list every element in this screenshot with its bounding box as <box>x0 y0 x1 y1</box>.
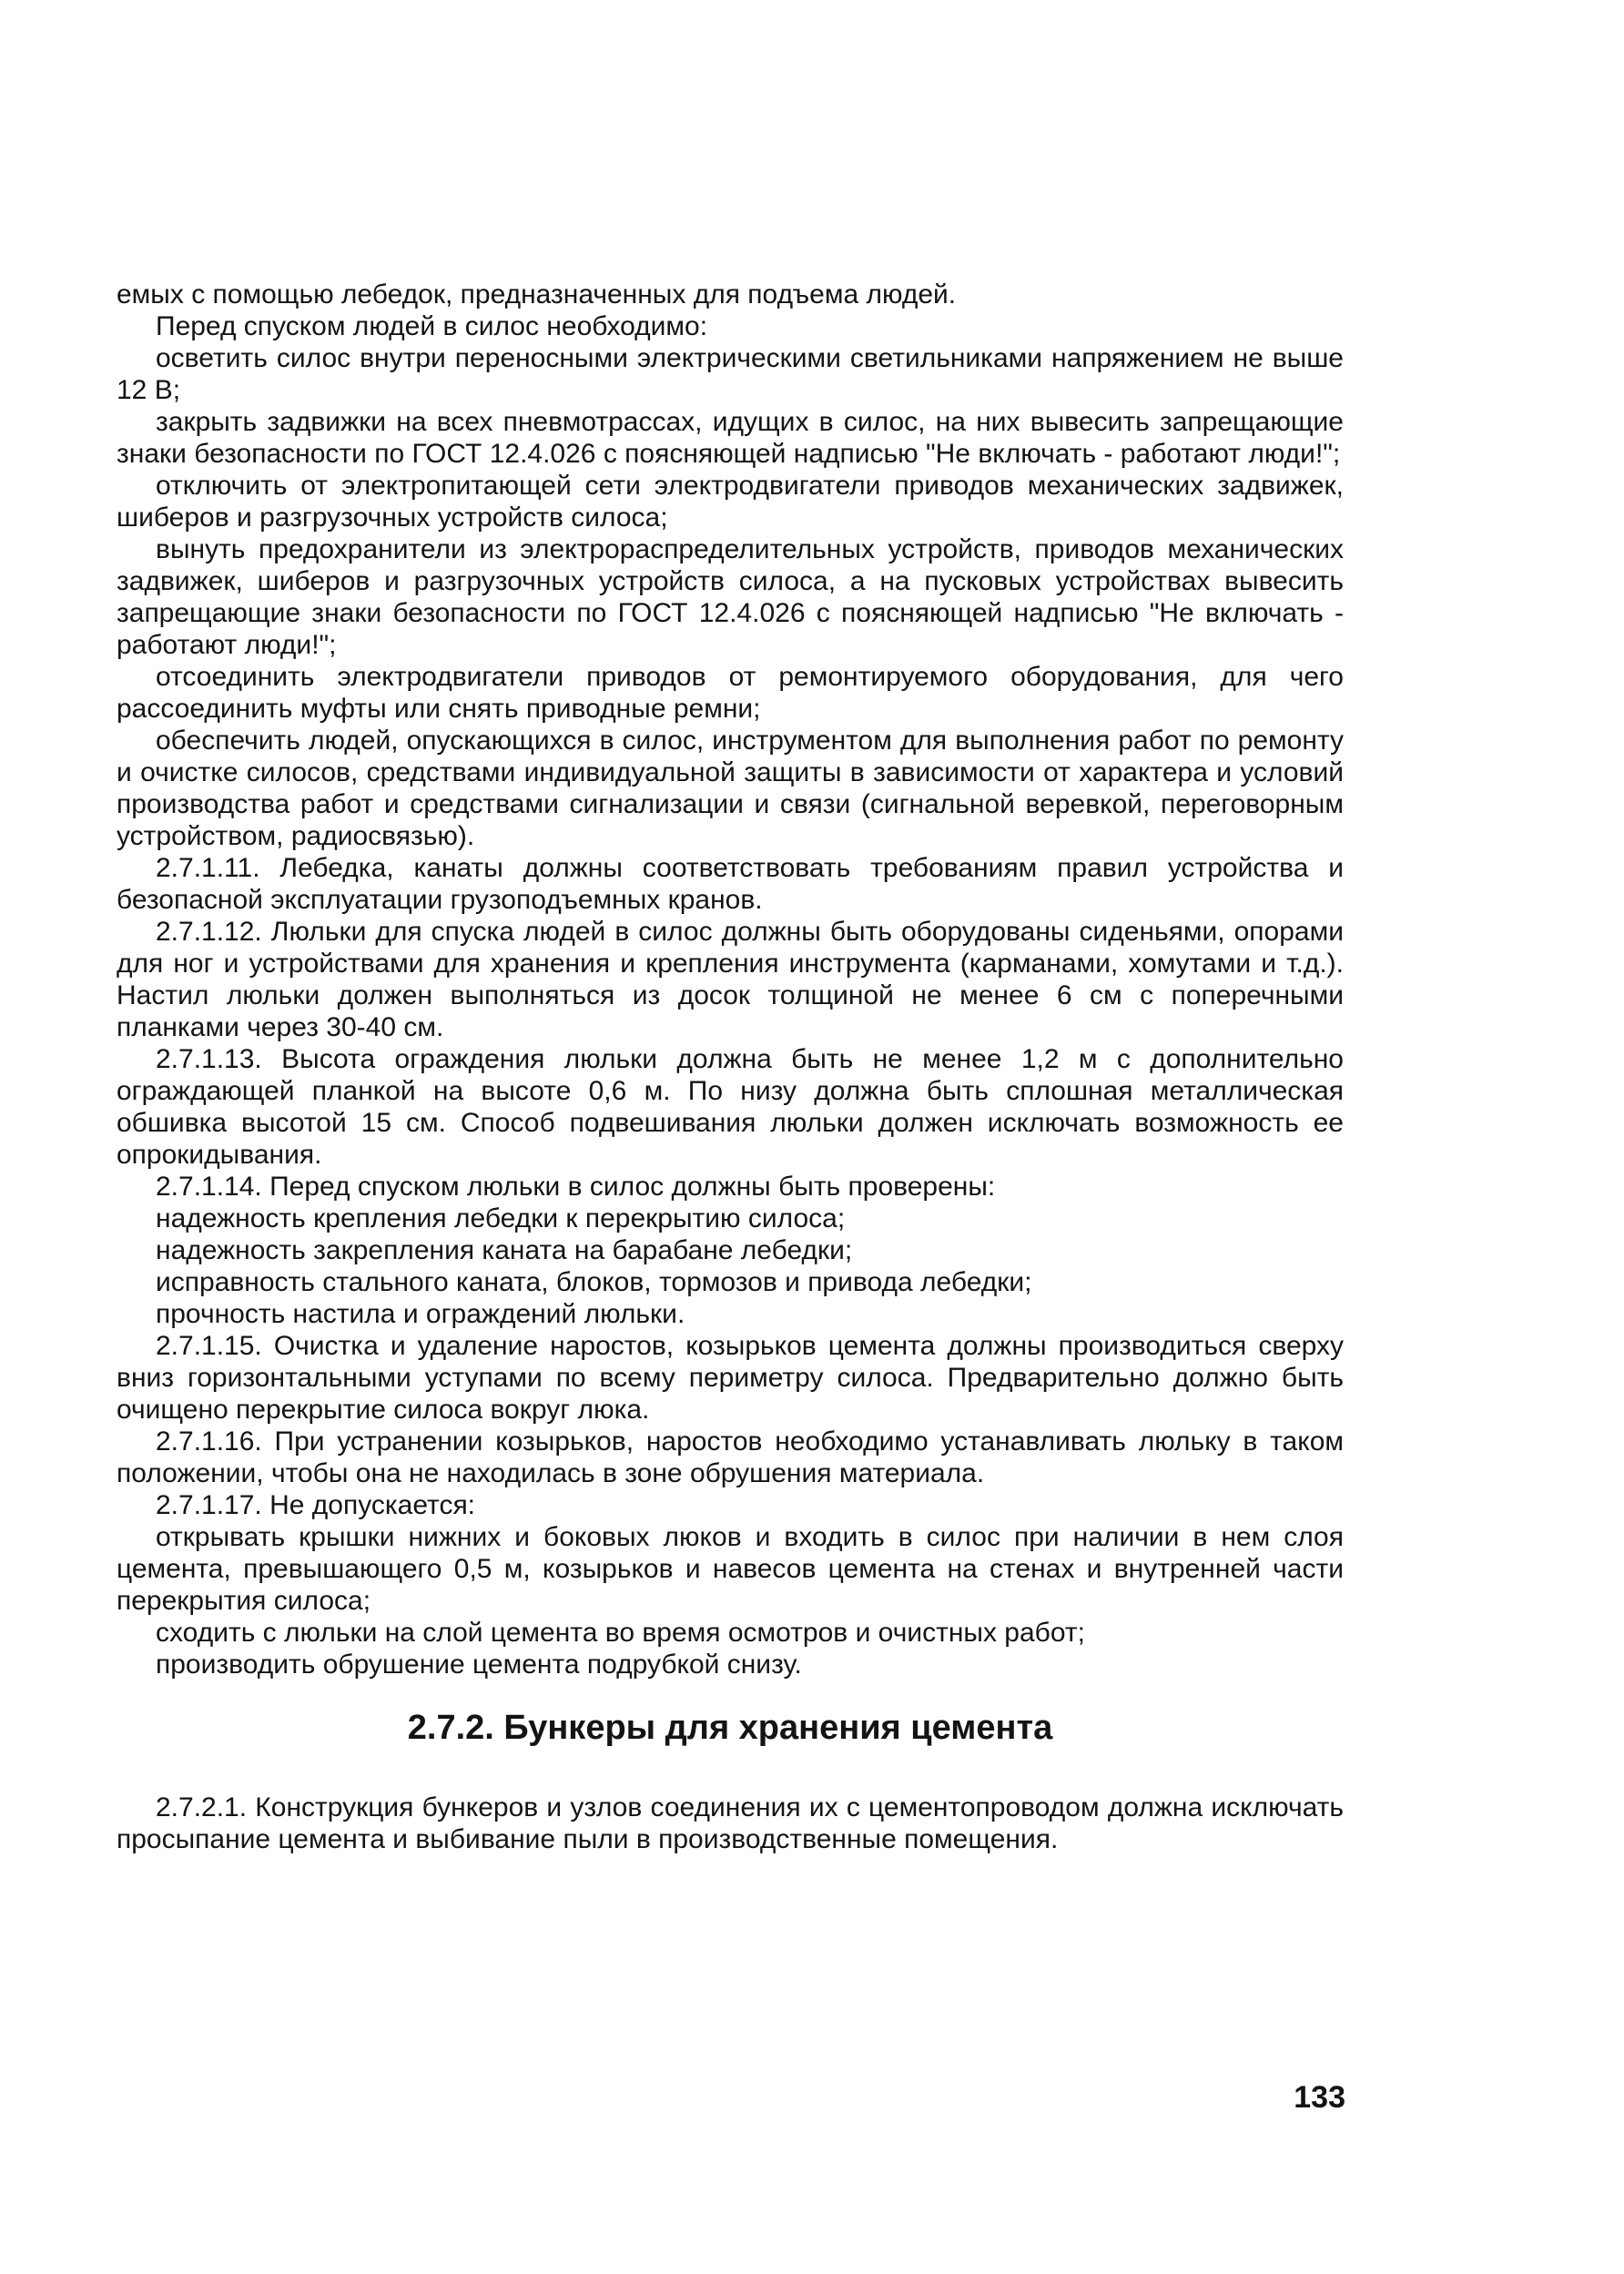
paragraph: 2.7.1.14. Перед спуском люльки в силос должны быть проверены: <box>156 1172 996 1202</box>
section-heading: 2.7.2. Бункеры для хранения цемента <box>407 1709 1053 1747</box>
paragraph: надежность закрепления каната на барабане лебедки; <box>156 1235 853 1265</box>
paragraph: 2.7.1.17. Не допускается: <box>156 1490 476 1520</box>
paragraph: 2.7.1.12. Люльки для спуска людей в силос должны быть оборудованы сиденьями, опорами для ног и устройствами для хранения и крепления инструмента (карманами, хомутами и т.д.). Настил люльки должен выполняться из досок толщиной не менее 6 см с поперечными планками через 30-40 см. <box>117 917 1344 1042</box>
paragraph: сходить с люльки на слой цемента во время осмотров и очистных работ; <box>156 1618 1085 1648</box>
paragraph: 2.7.1.11. Лебедка, канаты должны соответствовать требованиям правил устройства и безопасной эксплуатации грузоподъемных кранов. <box>117 853 1344 915</box>
paragraph: Перед спуском людей в силос необходимо: <box>156 311 708 341</box>
paragraph: прочность настила и ограждений люльки. <box>156 1299 685 1329</box>
paragraph: вынуть предохранители из электрораспределительных устройств, приводов механических задвижек, шиберов и разгрузочных устройств силоса, а на пусковых устройствах вывесить запрещающие знаки безопасности по ГОСТ 12.4.026 с поясняющей надписью "Не включать - работают люди!"; <box>117 534 1344 660</box>
paragraph: осветить силос внутри переносными электрическими светильниками напряжением не выше 12 В; <box>117 343 1344 405</box>
final-paragraph: 2.7.2.1. Конструкция бункеров и узлов соединения их с цементопроводом должна исключать просыпание цемента и выбивание пыли в производственные помещения. <box>117 1792 1344 1854</box>
paragraph: 2.7.1.13. Высота ограждения люльки должна быть не менее 1,2 м с дополнительно ограждающей планкой на высоте 0,6 м. По низу должна быть сплошная металлическая обшивка высотой 15 см. Способ подвешивания люльки должен исключать возможность ее опрокидывания. <box>117 1044 1344 1170</box>
paragraph: производить обрушение цемента подрубкой снизу. <box>156 1650 802 1680</box>
paragraph: отключить от электропитающей сети электродвигатели приводов механических задвижек, шиберов и разгрузочных устройств силоса; <box>117 471 1344 533</box>
paragraph: 2.7.1.15. Очистка и удаление наростов, козырьков цемента должны производиться сверху вниз горизонтальными уступами по всему периметру силоса. Предварительно должно быть очищено перекрытие силоса вокруг люка. <box>117 1331 1344 1425</box>
body-text <box>117 279 1344 1855</box>
paragraph: обеспечить людей, опускающихся в силос, инструментом для выполнения работ по ремонту и очистке силосов, средствами индивидуальной защиты в зависимости от характера и условий производства работ и средствами сигнализации и связи (сигнальной веревкой, переговорным устройством, радиосвязью). <box>117 726 1344 851</box>
paragraph: отсоединить электродвигатели приводов от ремонтируемого оборудования, для чего рассоединить муфты или снять приводные ремни; <box>117 662 1344 724</box>
paragraph: закрыть задвижки на всех пневмотрассах, идущих в силос, на них вывесить запрещающие знаки безопасности по ГОСТ 12.4.026 с поясняющей надписью "Не включать - работают люди!"; <box>117 407 1344 469</box>
paragraph: исправность стального каната, блоков, тормозов и привода лебедки; <box>156 1267 1032 1297</box>
paragraph: надежность крепления лебедки к перекрытию силоса; <box>156 1203 846 1233</box>
paragraph: 2.7.1.16. При устранении козырьков, наростов необходимо устанавливать люльку в таком положении, чтобы она не находилась в зоне обрушения материала. <box>117 1426 1344 1488</box>
paragraph: открывать крышки нижних и боковых люков и входить в силос при наличии в нем слоя цемента, превышающего 0,5 м, козырьков и навесов цемента на стенах и внутренней части перекрытия силоса; <box>117 1522 1344 1616</box>
paragraph: емых с помощью лебедок, предназначенных для подъема людей. <box>117 279 957 310</box>
page-number: 133 <box>1294 2080 1345 2115</box>
